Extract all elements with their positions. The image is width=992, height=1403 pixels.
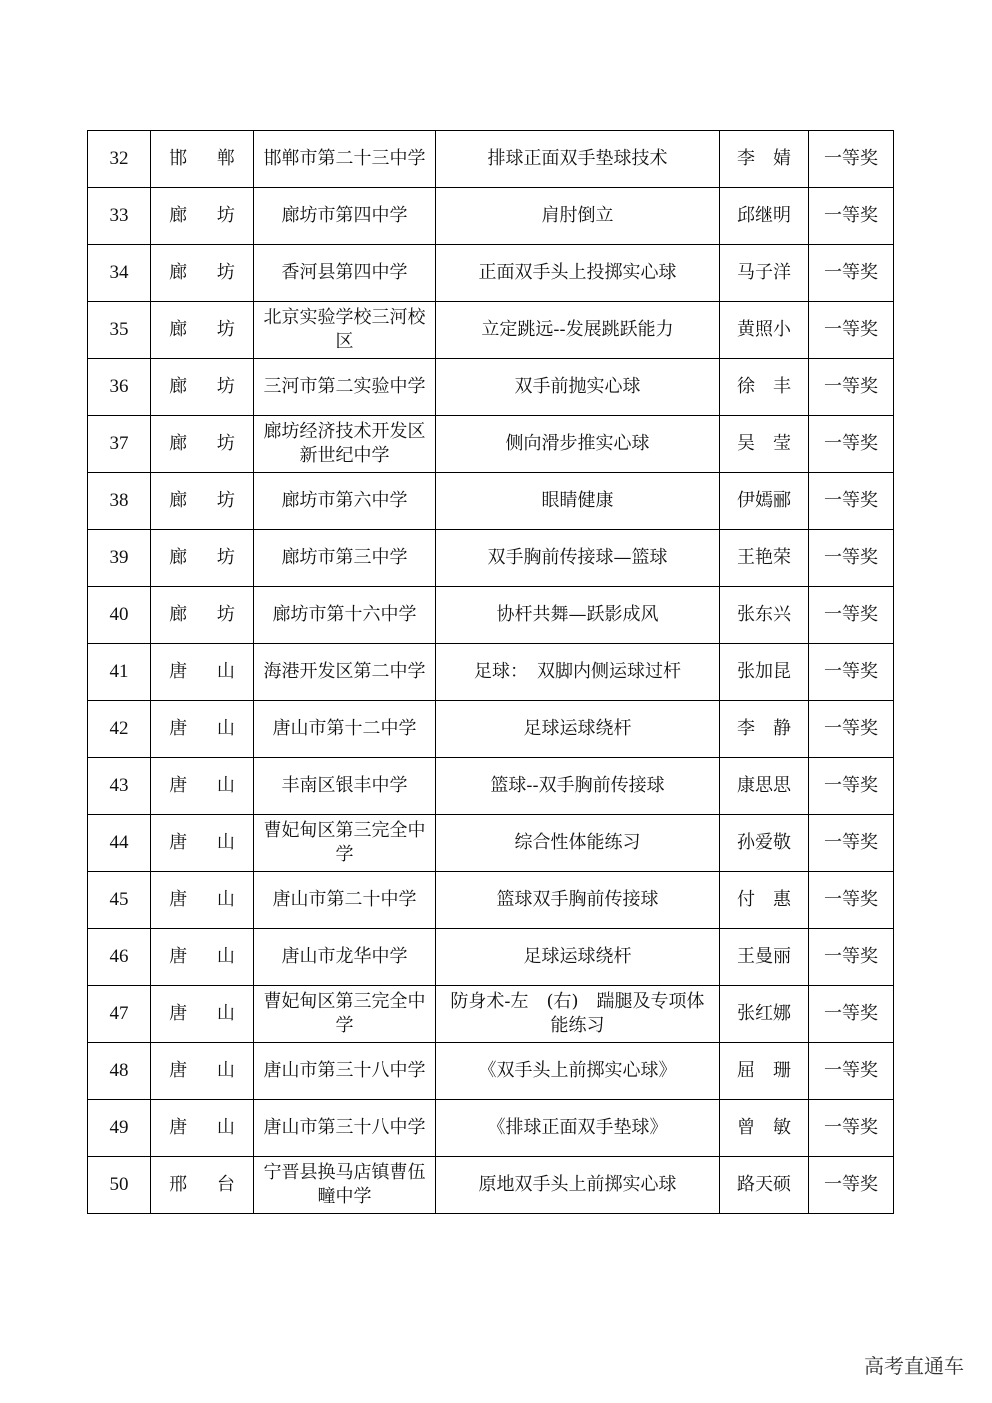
award-cell: 一等奖 — [809, 245, 894, 302]
award-cell: 一等奖 — [809, 701, 894, 758]
teacher-cell: 王艳荣 — [720, 530, 809, 587]
city-cell: 廊 坊 — [151, 302, 254, 359]
city-cell: 邢 台 — [151, 1157, 254, 1214]
row-number-cell: 32 — [88, 131, 151, 188]
city-cell: 廊 坊 — [151, 473, 254, 530]
award-cell: 一等奖 — [809, 1157, 894, 1214]
school-cell: 宁晋县换马店镇曹伍疃中学 — [254, 1157, 436, 1214]
award-cell: 一等奖 — [809, 1043, 894, 1100]
table-row — [88, 188, 894, 245]
school-cell: 唐山市龙华中学 — [254, 929, 436, 986]
teacher-cell: 李 静 — [720, 701, 809, 758]
teacher-cell: 康思思 — [720, 758, 809, 815]
award-cell: 一等奖 — [809, 1100, 894, 1157]
row-number-cell: 35 — [88, 302, 151, 359]
city-cell: 唐 山 — [151, 986, 254, 1043]
school-cell: 廊坊市第六中学 — [254, 473, 436, 530]
row-number-cell: 38 — [88, 473, 151, 530]
award-cell: 一等奖 — [809, 302, 894, 359]
table-row — [88, 929, 894, 986]
award-cell: 一等奖 — [809, 416, 894, 473]
project-cell: 足球运球绕杆 — [436, 701, 720, 758]
row-number-cell: 36 — [88, 359, 151, 416]
project-cell: 协杆共舞—跃影成风 — [436, 587, 720, 644]
row-number-cell: 42 — [88, 701, 151, 758]
project-cell: 立定跳远--发展跳跃能力 — [436, 302, 720, 359]
table-row — [88, 530, 894, 587]
project-cell: 正面双手头上投掷实心球 — [436, 245, 720, 302]
school-cell: 唐山市第十二中学 — [254, 701, 436, 758]
teacher-cell: 邱继明 — [720, 188, 809, 245]
school-cell: 邯郸市第二十三中学 — [254, 131, 436, 188]
row-number-cell: 39 — [88, 530, 151, 587]
school-cell: 唐山市第三十八中学 — [254, 1100, 436, 1157]
award-cell: 一等奖 — [809, 758, 894, 815]
project-cell: 《双手头上前掷实心球》 — [436, 1043, 720, 1100]
award-cell: 一等奖 — [809, 986, 894, 1043]
project-cell: 侧向滑步推实心球 — [436, 416, 720, 473]
teacher-cell: 马子洋 — [720, 245, 809, 302]
project-cell: 排球正面双手垫球技术 — [436, 131, 720, 188]
project-cell: 足球运球绕杆 — [436, 929, 720, 986]
city-cell: 邯 郸 — [151, 131, 254, 188]
table-row — [88, 815, 894, 872]
table-row — [88, 587, 894, 644]
award-table-body — [88, 131, 894, 1214]
teacher-cell: 伊嫣郦 — [720, 473, 809, 530]
city-cell: 唐 山 — [151, 701, 254, 758]
project-cell: 综合性体能练习 — [436, 815, 720, 872]
table-row — [88, 245, 894, 302]
award-cell: 一等奖 — [809, 188, 894, 245]
school-cell: 北京实验学校三河校区 — [254, 302, 436, 359]
school-cell: 廊坊市第四中学 — [254, 188, 436, 245]
city-cell: 唐 山 — [151, 929, 254, 986]
row-number-cell: 41 — [88, 644, 151, 701]
project-cell: 双手前抛实心球 — [436, 359, 720, 416]
city-cell: 廊 坊 — [151, 530, 254, 587]
award-cell: 一等奖 — [809, 644, 894, 701]
teacher-cell: 张东兴 — [720, 587, 809, 644]
city-cell: 唐 山 — [151, 872, 254, 929]
table-row — [88, 416, 894, 473]
table-row — [88, 986, 894, 1043]
award-cell: 一等奖 — [809, 530, 894, 587]
teacher-cell: 李 婧 — [720, 131, 809, 188]
school-cell: 廊坊市第十六中学 — [254, 587, 436, 644]
row-number-cell: 34 — [88, 245, 151, 302]
teacher-cell: 孙爱敬 — [720, 815, 809, 872]
school-cell: 曹妃甸区第三完全中学 — [254, 815, 436, 872]
table-row — [88, 701, 894, 758]
teacher-cell: 路天硕 — [720, 1157, 809, 1214]
project-cell: 原地双手头上前掷实心球 — [436, 1157, 720, 1214]
city-cell: 廊 坊 — [151, 245, 254, 302]
school-cell: 曹妃甸区第三完全中学 — [254, 986, 436, 1043]
teacher-cell: 张红娜 — [720, 986, 809, 1043]
teacher-cell: 屈 珊 — [720, 1043, 809, 1100]
table-row — [88, 872, 894, 929]
project-cell: 篮球--双手胸前传接球 — [436, 758, 720, 815]
school-cell: 唐山市第二十中学 — [254, 872, 436, 929]
award-cell: 一等奖 — [809, 587, 894, 644]
teacher-cell: 徐 丰 — [720, 359, 809, 416]
table-row — [88, 473, 894, 530]
teacher-cell: 黄照小 — [720, 302, 809, 359]
table-row — [88, 1043, 894, 1100]
award-cell: 一等奖 — [809, 131, 894, 188]
teacher-cell: 曾 敏 — [720, 1100, 809, 1157]
row-number-cell: 46 — [88, 929, 151, 986]
award-cell: 一等奖 — [809, 929, 894, 986]
award-cell: 一等奖 — [809, 872, 894, 929]
table-row — [88, 1157, 894, 1214]
project-cell: 双手胸前传接球—篮球 — [436, 530, 720, 587]
award-cell: 一等奖 — [809, 473, 894, 530]
school-cell: 海港开发区第二中学 — [254, 644, 436, 701]
table-row — [88, 302, 894, 359]
project-cell: 《排球正面双手垫球》 — [436, 1100, 720, 1157]
city-cell: 唐 山 — [151, 1100, 254, 1157]
row-number-cell: 45 — [88, 872, 151, 929]
table-row — [88, 758, 894, 815]
city-cell: 廊 坊 — [151, 188, 254, 245]
row-number-cell: 40 — [88, 587, 151, 644]
row-number-cell: 43 — [88, 758, 151, 815]
city-cell: 唐 山 — [151, 758, 254, 815]
row-number-cell: 49 — [88, 1100, 151, 1157]
row-number-cell: 37 — [88, 416, 151, 473]
school-cell: 廊坊经济技术开发区新世纪中学 — [254, 416, 436, 473]
project-cell: 防身术-左 (右) 踹腿及专项体能练习 — [436, 986, 720, 1043]
city-cell: 唐 山 — [151, 1043, 254, 1100]
teacher-cell: 王曼丽 — [720, 929, 809, 986]
row-number-cell: 50 — [88, 1157, 151, 1214]
school-cell: 丰南区银丰中学 — [254, 758, 436, 815]
teacher-cell: 吴 莹 — [720, 416, 809, 473]
table-row — [88, 359, 894, 416]
school-cell: 唐山市第三十八中学 — [254, 1043, 436, 1100]
row-number-cell: 47 — [88, 986, 151, 1043]
school-cell: 三河市第二实验中学 — [254, 359, 436, 416]
award-cell: 一等奖 — [809, 359, 894, 416]
teacher-cell: 付 惠 — [720, 872, 809, 929]
row-number-cell: 33 — [88, 188, 151, 245]
teacher-cell: 张加昆 — [720, 644, 809, 701]
table-row — [88, 1100, 894, 1157]
watermark-text: 高考直通车 — [864, 1354, 964, 1378]
city-cell: 廊 坊 — [151, 416, 254, 473]
city-cell: 唐 山 — [151, 815, 254, 872]
award-list-table — [87, 130, 894, 1214]
table-row — [88, 644, 894, 701]
city-cell: 廊 坊 — [151, 359, 254, 416]
row-number-cell: 48 — [88, 1043, 151, 1100]
school-cell: 廊坊市第三中学 — [254, 530, 436, 587]
table-row — [88, 131, 894, 188]
project-cell: 眼睛健康 — [436, 473, 720, 530]
project-cell: 足球： 双脚内侧运球过杆 — [436, 644, 720, 701]
city-cell: 廊 坊 — [151, 587, 254, 644]
project-cell: 篮球双手胸前传接球 — [436, 872, 720, 929]
award-cell: 一等奖 — [809, 815, 894, 872]
city-cell: 唐 山 — [151, 644, 254, 701]
project-cell: 肩肘倒立 — [436, 188, 720, 245]
school-cell: 香河县第四中学 — [254, 245, 436, 302]
row-number-cell: 44 — [88, 815, 151, 872]
